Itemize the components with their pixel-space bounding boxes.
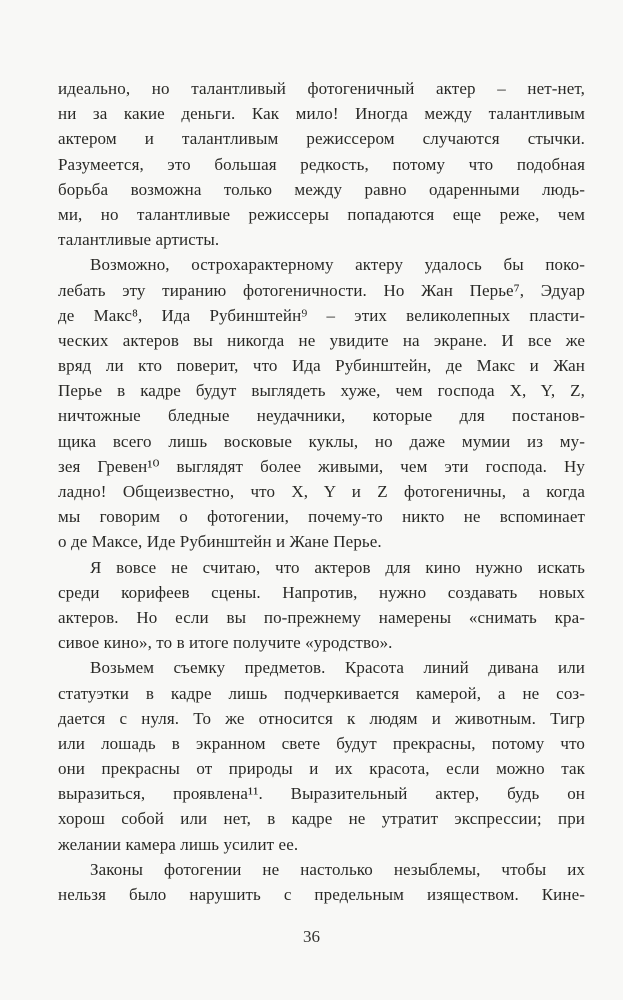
- text-line: Перье в кадре будут выглядеть хуже, чем господа X, Y, Z,: [58, 381, 585, 401]
- text-line: они прекрасны от природы и их красота, если можно так: [58, 759, 585, 779]
- paragraph: [58, 76, 585, 252]
- text-line: Возможно, острохарактерному актеру удалось бы поко-: [90, 255, 585, 275]
- text-line: среди корифеев сцены. Напротив, нужно создавать новых: [58, 582, 585, 602]
- text-line: выразиться, проявлена¹¹. Выразительный актер, будь он: [58, 784, 585, 804]
- text-line: хорош собой или нет, в кадре не утратит экспрессии; при: [58, 809, 585, 829]
- text-line: вряд ли кто поверит, что Ида Рубинштейн, де Макс и Жан: [58, 356, 585, 376]
- text-line: ми, но талантливые режиссеры попадаются еще реже, чем: [58, 204, 585, 224]
- text-line: нельзя было нарушить с предельным изяществом. Кине-: [58, 885, 585, 904]
- text-line: мы говорим о фотогении, почему-то никто не вспоминает: [58, 507, 585, 527]
- text-block: [58, 76, 585, 907]
- text-line: о де Максе, Иде Рубинштейн и Жане Перье.: [58, 532, 382, 552]
- text-line: актеров. Но если вы по-прежнему намерены «снимать кра-: [58, 607, 585, 627]
- text-line: сивое кино», то в итоге получите «уродство».: [58, 633, 393, 653]
- paragraph: [58, 857, 585, 907]
- text-line: ческих актеров вы никогда не увидите на экране. И все же: [58, 330, 585, 350]
- text-line: ничтожные бледные неудачники, которые для постанов-: [58, 406, 585, 426]
- page-number: 36: [303, 927, 320, 946]
- text-line: Разумеется, это большая редкость, потому что подобная: [58, 154, 585, 174]
- text-line: борьба возможна только между равно одаренными людь-: [58, 179, 585, 199]
- text-line: лебать эту тиранию фотогеничности. Но Жан Перье⁷, Эдуар: [58, 280, 585, 300]
- paragraph: [58, 655, 585, 857]
- text-line: дается с нуля. То же относится к людям и животным. Тигр: [58, 708, 585, 728]
- text-line: де Макс⁸, Ида Рубинштейн⁹ – этих великолепных пласти-: [58, 305, 585, 325]
- text-line: Законы фотогении не настолько незыблемы, чтобы их: [90, 859, 585, 879]
- text-line: зея Гревен¹⁰ выглядят более живыми, чем эти господа. Ну: [58, 456, 585, 476]
- text-line: Возьмем съемку предметов. Красота линий дивана или: [90, 658, 585, 678]
- text-line: или лошадь в экранном свете будут прекрасны, потому что: [58, 733, 585, 753]
- text-line: статуэтки в кадре лишь подчеркивается камерой, а не соз-: [58, 683, 585, 703]
- paragraph: [58, 252, 585, 554]
- text-line: идеально, но талантливый фотогеничный актер – нет-нет,: [58, 79, 585, 98]
- text-line: актером и талантливым режиссером случаются стычки.: [58, 129, 585, 149]
- text-line: Я вовсе не считаю, что актеров для кино нужно искать: [90, 557, 585, 577]
- text-line: ни за какие деньги. Как мило! Иногда между талантливым: [58, 104, 585, 124]
- text-line: талантливые артисты.: [58, 230, 220, 250]
- text-line: ладно! Общеизвестно, что X, Y и Z фотогеничны, а когда: [58, 482, 585, 501]
- text-line: щика всего лишь восковые куклы, но даже мумии из му-: [58, 431, 585, 451]
- paragraph: [58, 555, 585, 656]
- text-line: желании камера лишь усилит ее.: [58, 834, 299, 854]
